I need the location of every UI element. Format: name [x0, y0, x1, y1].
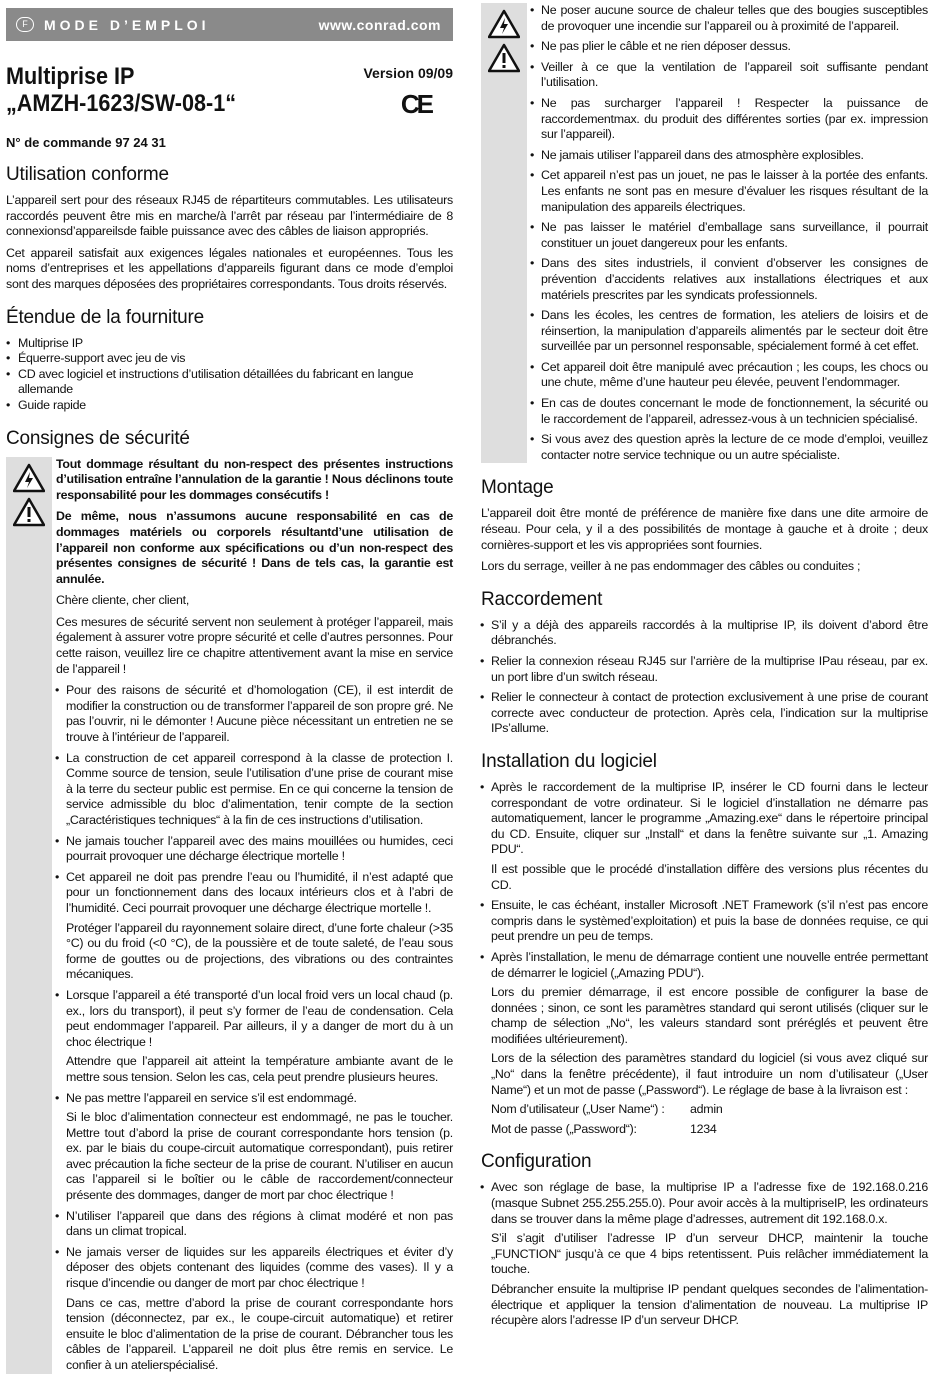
- list-item-note: Dans ce cas, mettre d’abord la prise de courant correspondante hors tension (déconnectez, par ex., le coupe-circuit automatique) et retirer ensuite le bloc d’alimentation de la prise de courant. Débrancher tous les câbles de l’appareil. L’appareil ne doit plus être remis en service. Le confier à un atelierspécialisé.: [66, 1295, 453, 1372]
- greeting: Chère cliente, cher client,: [56, 593, 190, 608]
- montage-paragraph-2: Lors du serrage, veiller à ne pas endommager des câbles ou conduites ;: [481, 559, 861, 574]
- list-item: • Cet appareil n’est pas un jouet, ne pas le laisser à la portée des enfants. Les enfants ne sont pas en mesure d’évaluer les risques résultant de la manipulation des appareils électriques.: [531, 168, 928, 215]
- list-item: • Équerre-support avec jeu de vis: [6, 351, 453, 367]
- list-item: • Après le raccordement de la multiprise IP, insérer le CD fourni dans le lecteur correspondant de votre ordinateur. Si le logiciel d’installation ne démarre pas automatiquement, lancer le programme „Amazing.exe“ dans le répertoire principal du CD. Ensuite, cliquer sur „Install“ et dans la fenêtre suivante sur „1. Amazing PDU“. Il est possible que le procédé d’installation diffère des versions plus récentes du CD.: [481, 780, 928, 893]
- username-row: Nom d’utilisateur („User Name“) : admin: [491, 1102, 723, 1117]
- password-row: Mot de passe („Password“): 1234: [491, 1121, 717, 1136]
- left-column: [6, 8, 453, 1379]
- lightning-warning-icon: [13, 463, 45, 493]
- list-item-note: Protéger l’appareil du rayonnement solaire direct, d’une forte chaleur (>35 °C) ou du froid (<0 °C), de la poussière et de toute saleté, de l’eau sous forme de gouttes ou de projections, des vibrations ou des contraintes mécaniques.: [66, 920, 453, 982]
- exclamation-warning-icon: [13, 497, 45, 527]
- list-item: • La construction de cet appareil correspond à la classe de protection I. Comme source de tension, seule l’utilisation d’une prise de courant mise à la terre du secteur public est permise. En ce qui concerne la tension de service admissible du bloc d’alimentation, tenir compte de la section „Caractéristiques techniques“ à la fin de ces instructions d’utilisation.: [56, 751, 453, 829]
- list-item: • Avec son réglage de base, la multiprise IP a l’adresse fixe de 192.168.0.216 (masque Subnet 255.255.255.0). Pour avoir accès à la multipriseIP, les ordinateurs dans se trouver dans la même plage d’adresses, autrement dit 192.168.0.x. S’il s’agit d’utiliser l’adresse IP d’un serveur DHCP, maintenir la touche „FUNCTION“ jusqu’à ce que 4 bips retentissent. Puis relâcher immédiatement la touche. Débrancher ensuite la multiprise IP pendant quelques secondes de l’alimentation-électrique et appliquer la tension d’alimentation de nouveau. La multiprise IP récupère alors l’adresse IP d’un serveur DHCP.: [481, 1180, 928, 1328]
- list-item: • En cas de doutes concernant le mode de fonctionnement, la sécurité ou le raccordement de l’appareil, adressez-vous à un technicien spécialisé.: [531, 396, 928, 427]
- heading-configuration: Configuration: [481, 1151, 592, 1173]
- warning-gutter: [6, 457, 52, 1374]
- montage-paragraph-1: L’appareil doit être monté de préférence de manière fixe dans une dite armoire de réseau. Pour cela, y il a des possibilités de montage à gauche et à droite ; deux cornières-support et les vis appropriées sont fournies.: [481, 506, 928, 552]
- list-item: • Lorsque l’appareil a été transporté d’un local froid vers un local chaud (p. ex., lors du transport), il peut s’y former de l’eau de condensation. Cela peut endommager l’appareil. Par ailleurs, il y a danger de mort du à un choc électrique ! Attendre que l’appareil ait atteint la température ambiante avant de le mettre sous tension. Selon les cas, cela peut prendre plusieurs heures.: [56, 988, 453, 1086]
- configuration-list: [481, 1180, 928, 1328]
- lightning-warning-icon: [488, 9, 520, 39]
- list-item: • Ne pas plier le câble et ne rien déposer dessus.: [531, 39, 928, 55]
- safety-list: [56, 683, 453, 1373]
- heading-logiciel: Installation du logiciel: [481, 750, 657, 772]
- safety-list-continued: [531, 3, 928, 463]
- list-item: • Ne jamais utiliser l’appareil dans des atmosphère explosibles.: [531, 148, 928, 164]
- safety-block-continued: [481, 3, 928, 463]
- list-item: • Dans des sites industriels, il convient d’observer les consignes de prévention d’accidents relatives aux installations électriques et aux matériels prescrites par les syndicats professionnels.: [531, 256, 928, 303]
- heading-securite: Consignes de sécurité: [6, 427, 190, 449]
- list-item: • Ne pas mettre l’appareil en service s’il est endommagé. Si le bloc d’alimentation connecteur est endommagé, ne pas le toucher. Mettre tout d’abord la prise de courant correspondante hors tension (p. ex. par le biais du coupe-circuit automatique correspondant), puis retirer avec précaution la fiche secteur de la prise de courant. N’utiliser en aucun cas l’appareil si le boîtier ou le câble de raccordement/connecteur présente des dommages, danger de mort par choc électrique !: [56, 1091, 453, 1204]
- list-item: • Après l’installation, le menu de démarrage contient une nouvelle entrée permettant de démarrer le logiciel („Amazing PDU“). Lors du premier démarrage, il est encore possible de configurer la base de données ; sinon, ce sont les paramètres standard qui seront utilisés (cliquer sur le champ de sélection „No“, les valeurs standard sont préréglés et peuvent être modifiées ultérieurement). Lors de la sélection des paramètres standard du logiciel (si vous avez cliqué sur „No“ dans la fenêtre précédente), il faut introduire un nom d’utilisateur („User Name“) et un mot de passe („Password“). Le réglage de base à la livraison est : Nom d’utilisateur („User Name“) : admin Mot de passe („Password“): 1234: [481, 950, 928, 1138]
- list-item: • Pour des raisons de sécurité et d’homologation (CE), il est interdit de modifier la construction ou de transformer l’appareil de son propre gré. Ne pas l’ouvrir, ni le démonter ! Aucune pièce nécessitant un entretien ne se trouve à l’intérieur de l’appareil.: [56, 683, 453, 745]
- list-item: • Veiller à ce que la ventilation de l’appareil soit suffisante pendant l’utilisation.: [531, 60, 928, 91]
- header-bar: [6, 8, 453, 41]
- list-item-note: Lors de la sélection des paramètres standard du logiciel (si vous avez cliqué sur „No“ dans la fenêtre précédente), il faut introduire un nom d’utilisateur („User Name“) et un mot de passe („Password“). Le réglage de base à la livraison est :: [491, 1051, 928, 1097]
- list-item-note: Attendre que l’appareil ait atteint la température ambiante avant de le mettre sous tension. Selon les cas, cela peut prendre plusieurs heures.: [66, 1054, 453, 1084]
- list-item-note: Lors du premier démarrage, il est encore possible de configurer la base de données ; sinon, ce sont les paramètres standard qui seront utilisés (cliquer sur le champ de sélection „No“, les valeurs standard sont préréglés et peuvent être modifiées ultérieurement).: [491, 985, 928, 1046]
- list-item: • Dans les écoles, les centres de formation, les ateliers de loisirs et de réinsertion, la manipulation d’appareils alimentés par le secteur doit être surveillée par un personnel responsable, spécialement formé à cet effet.: [531, 308, 928, 355]
- logiciel-list: [481, 780, 928, 1137]
- warranty-warning: Tout dommage résultant du non-respect des présentes instructions d’utilisation entraîne l’annulation de la garantie ! Nous déclinons toute responsabilité pour les dommages consécutifs !: [56, 456, 453, 502]
- list-item: • Ne jamais verser de liquides sur les appareils électriques et éviter d’y déposer des objets contenant des liquides (comme des vases). Il y a risque d’incendie ou danger de mort par choc électrique ! Dans ce cas, mettre d’abord la prise de courant correspondante hors tension (déconnectez, par ex., le coupe-circuit automatique) et retirer ensuite le bloc d’alimentation de la prise de courant. Débrancher tous les câbles de l’appareil. L’appareil ne doit plus être remis en service. Le confier à un atelierspécialisé.: [56, 1245, 453, 1374]
- utilisation-paragraph-2: Cet appareil satisfait aux exigences légales nationales et européennes. Tous les noms d’entreprises et les appellations d’appareils figurant dans ce mode d’emploi sont des marques déposées des propriétaires correspondants. Tous droits réservés.: [6, 245, 453, 291]
- order-number: N° de commande 97 24 31: [6, 135, 166, 150]
- title-block: [6, 63, 453, 143]
- list-item: • Cet appareil doit être manipulé avec précaution ; les coups, les chocs ou une chute, même d’une hauteur peu élevée, peuvent l’endommager.: [531, 360, 928, 391]
- raccordement-list: [481, 618, 928, 737]
- heading-montage: Montage: [481, 477, 554, 499]
- list-item: • Ne pas surcharger l’appareil ! Respecter la puissance de raccordementmax. du produit des différentes sorties (par ex. impression sur l’appareil).: [531, 96, 928, 143]
- title-line-1: Multiprise IP: [6, 63, 135, 90]
- version-label: Version 09/09: [363, 65, 453, 81]
- safety-intro: Ces mesures de sécurité servent non seulement à protéger l’appareil, mais également à assurer votre propre sécurité et celle d’autres personnes. Pour cette raison, veuillez lire ce chapitre attentivement avant la mise en service de l’appareil !: [56, 614, 453, 676]
- password-value: 1234: [690, 1121, 717, 1136]
- fourniture-list: [6, 336, 453, 414]
- title-line-2: „AMZH-1623/SW-08-1“: [6, 90, 237, 117]
- username-value: admin: [690, 1102, 723, 1117]
- list-item: • Multiprise IP: [6, 336, 453, 352]
- list-item: • Guide rapide: [6, 398, 453, 414]
- product-title: [6, 63, 408, 117]
- list-item: • Relier la connexion réseau RJ45 sur l’arrière de la multiprise IPau réseau, par ex. un port libre d’un switch réseau.: [481, 654, 928, 685]
- list-item: • Ne jamais toucher l’appareil avec des mains mouillées ou humides, ceci pourrait provoquer une décharge électrique mortelle !: [56, 834, 453, 865]
- list-item: • Si vous avez des question après la lecture de ce mode d’emploi, veuillez contacter notre service technique ou un autre spécialiste.: [531, 432, 928, 463]
- website-link[interactable]: www.conrad.com: [318, 16, 441, 33]
- list-item: • Cet appareil ne doit pas prendre l’eau ou l’humidité, il n’est adapté que pour un fonctionnement dans des locaux intérieurs clos et à l’abri de l’humidité. Ceci pourrait provoquer une décharge électrique mortelle !. Protéger l’appareil du rayonnement solaire direct, d’une forte chaleur (>35 °C) ou du froid (<0 °C), de la poussière et de toute saleté, de l’eau sous forme de gouttes ou de projections, des vibrations ou des contraintes mécaniques.: [56, 870, 453, 983]
- utilisation-paragraph-1: L’appareil sert pour des réseaux RJ45 de répartiteurs commutables. Les utilisateurs raccordés peuvent être mis en marche/à l’arrêt par réseau par l’intermédiaire de 8 connexionsd’appareilsde faible puissance avec des câbles de liaison appropriés.: [6, 193, 453, 239]
- list-item: • CD avec logiciel et instructions d’utilisation détaillées du fabricant en langue allemande: [6, 367, 453, 398]
- manual-label: MODE D’EMPLOI: [44, 16, 210, 33]
- language-badge: F: [16, 17, 34, 32]
- heading-raccordement: Raccordement: [481, 588, 603, 610]
- list-item-note: S’il s’agit d’utiliser l’adresse IP d’un serveur DHCP, maintenir la touche „FUNCTION“ jusqu’à ce que 4 bips retentissent. Puis relâcher immédiatement la touche.: [491, 1231, 928, 1277]
- exclamation-warning-icon: [488, 43, 520, 73]
- list-item-note: Il est possible que le procédé d’installation diffère des versions plus récentes du CD.: [491, 861, 928, 892]
- list-item: • Ne poser aucune source de chaleur telles que des bougies susceptibles de provoquer une incendie sur l’appareil ou à proximité de l’appareil.: [531, 3, 928, 34]
- heading-utilisation: Utilisation conforme: [6, 164, 169, 185]
- ce-mark: CE: [400, 89, 431, 119]
- safety-block: [6, 457, 453, 1374]
- list-item: • Ne pas laisser le matériel d’emballage sans surveillance, il pourrait constituer un jouet dangereux pour les enfants.: [531, 220, 928, 251]
- heading-fourniture: Étendue de la fourniture: [6, 306, 205, 328]
- list-item: • S’il y a déjà des appareils raccordés à la multiprise IP, ils doivent d’abord être débranchés.: [481, 618, 928, 649]
- liability-warning: De même, nous n’assumons aucune responsabilité en cas de dommages matériels ou corporels résultantd’une utilisation de l’appareil non conforme aux spécifications ou d’un non-respect des présentes consignes de sécurité ! Dans de tels cas, la garantie est annulée.: [56, 509, 453, 586]
- list-item: • Ensuite, le cas échéant, installer Microsoft .NET Framework (s’il n’est pas encore compris dans le systèmed’exploitation) et puis la base de données requise, ce qui peut prendre un peu de temps.: [481, 898, 928, 945]
- list-item-note: Si le bloc d’alimentation connecteur est endommagé, ne pas le toucher. Mettre tout d’abord la prise de courant correspondante hors tension (p. ex. par le biais du coupe-circuit automatique correspondant), puis retirer avec précaution la fiche secteur de la prise de courant. N’utiliser en aucun cas l’appareil si le boîtier ou le câble de raccordement/connecteur présente des dommages, danger de mort par choc électrique !: [66, 1110, 453, 1203]
- list-item-note: Débrancher ensuite la multiprise IP pendant quelques secondes de l’alimentation-électrique et appliquer la tension d’alimentation de nouveau. La multiprise IP récupère alors l’adresse IP d’un serveur DHCP.: [491, 1282, 928, 1328]
- right-column: [481, 3, 928, 1334]
- list-item: • N’utiliser l’appareil que dans des régions à climat modéré et non pas dans un climat tropical.: [56, 1209, 453, 1240]
- list-item: • Relier le connecteur à contact de protection exclusivement à une prise de courant correcte avec conducteur de protection. Après cela, l’indication sur la multiprise IPs’allume.: [481, 690, 928, 737]
